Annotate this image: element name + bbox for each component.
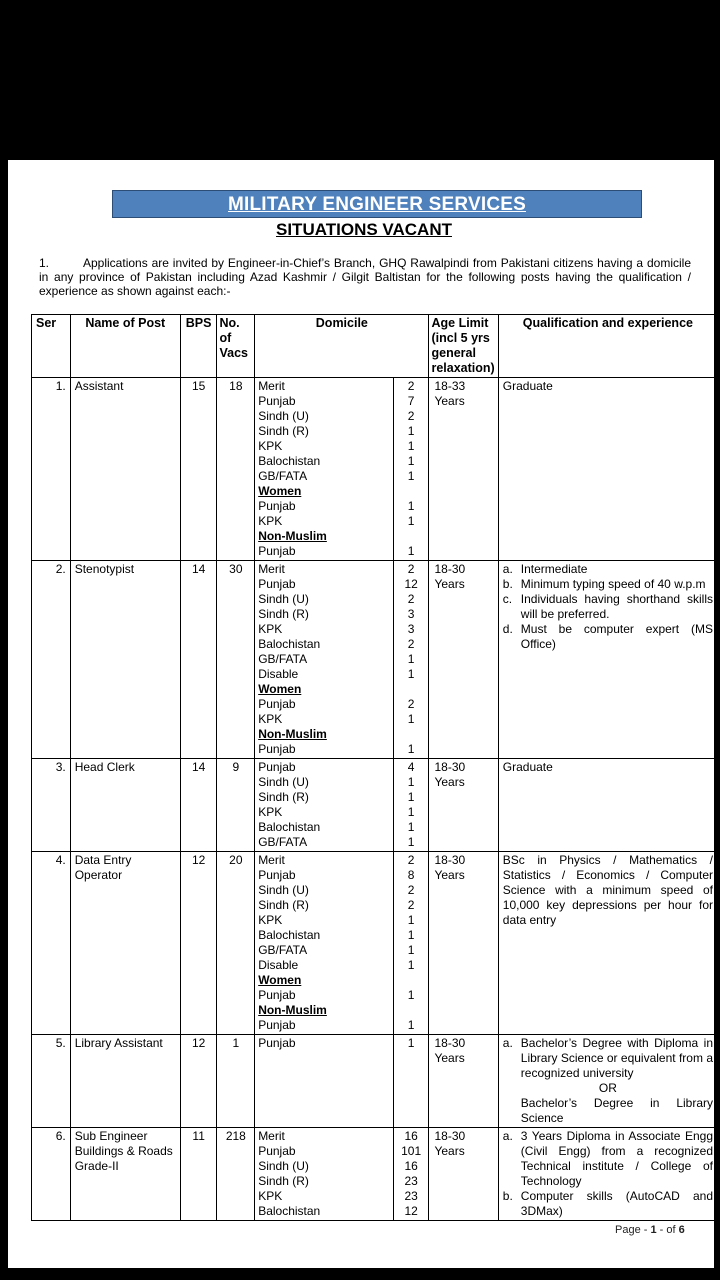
qualification-text: Bachelor’s Degree with Diploma in Library Science or equivalent from a recognized university bbox=[520, 1036, 713, 1080]
vacancies-cell: 9 bbox=[217, 759, 255, 852]
qualification-letter: a. bbox=[502, 1036, 513, 1050]
age-limit-cell: 18-30 Years bbox=[429, 1035, 498, 1128]
domicile-item: Sindh (R) bbox=[258, 607, 309, 621]
document-title: MILITARY ENGINEER SERVICES bbox=[228, 194, 526, 215]
col-header-qualification: Qualification and experience bbox=[498, 315, 717, 378]
domicile-count: 1 bbox=[407, 469, 415, 483]
age-limit-cell: 18-30 Years bbox=[429, 852, 498, 1035]
qualification-text: OR bbox=[598, 1081, 617, 1095]
domicile-count: 3 bbox=[407, 622, 415, 636]
total-pages: 6 bbox=[678, 1224, 685, 1236]
domicile-item: Punjab bbox=[258, 1018, 296, 1032]
domicile-item: Punjab bbox=[258, 1144, 296, 1158]
domicile-category: Women bbox=[258, 973, 302, 987]
domicile-count: 2 bbox=[407, 853, 415, 867]
table-row bbox=[32, 561, 718, 759]
domicile-count: 1 bbox=[407, 835, 415, 849]
ser-cell: 1. bbox=[32, 378, 71, 561]
domicile-item: GB/FATA bbox=[258, 943, 308, 957]
qualification-text: Intermediate bbox=[520, 562, 588, 576]
table-row bbox=[32, 1035, 718, 1128]
domicile-item: Sindh (R) bbox=[258, 1174, 309, 1188]
ser-cell: 2. bbox=[32, 561, 71, 759]
domicile-item: Sindh (R) bbox=[258, 790, 309, 804]
domicile-item: KPK bbox=[258, 712, 283, 726]
domicile-count: 1 bbox=[407, 514, 415, 528]
post-name-cell: Library Assistant bbox=[70, 1035, 180, 1128]
qualification-text: Computer skills (AutoCAD and 3DMax) bbox=[520, 1189, 713, 1218]
domicile-item: GB/FATA bbox=[258, 652, 308, 666]
domicile-item: Merit bbox=[258, 562, 285, 576]
domicile-count: 101 bbox=[401, 1144, 422, 1158]
qualification-text: Minimum typing speed of 40 w.p.m bbox=[520, 577, 706, 591]
qualification-text: Must be computer expert (MS Office) bbox=[520, 622, 713, 651]
ser-cell: 5. bbox=[32, 1035, 71, 1128]
domicile-count: 1 bbox=[407, 805, 415, 819]
domicile-count: 1 bbox=[407, 820, 415, 834]
col-header-name: Name of Post bbox=[70, 315, 180, 378]
domicile-count: 2 bbox=[407, 883, 415, 897]
qualification-cell bbox=[498, 1128, 717, 1221]
domicile-category: Women bbox=[258, 484, 302, 498]
qualification-text: Graduate bbox=[502, 379, 553, 393]
qualification-letter: a. bbox=[502, 1129, 513, 1143]
qualification-item bbox=[503, 592, 713, 622]
domicile-count: 1 bbox=[407, 1036, 415, 1050]
domicile-category: Non-Muslim bbox=[258, 727, 327, 741]
domicile-count: 1 bbox=[407, 454, 415, 468]
domicile-item: Punjab bbox=[258, 988, 296, 1002]
domicile-count-cell bbox=[393, 759, 429, 852]
domicile-count: 23 bbox=[404, 1174, 418, 1188]
domicile-item: Punjab bbox=[258, 577, 296, 591]
age-limit-cell: 18-30 Years bbox=[429, 759, 498, 852]
vacancies-cell: 18 bbox=[217, 378, 255, 561]
intro-paragraph bbox=[39, 256, 691, 298]
table-header-row bbox=[32, 315, 718, 378]
ser-cell: 4. bbox=[32, 852, 71, 1035]
bps-cell: 14 bbox=[180, 759, 217, 852]
domicile-item: KPK bbox=[258, 439, 283, 453]
qualification-cell bbox=[498, 378, 717, 561]
bps-cell: 11 bbox=[180, 1128, 217, 1221]
bps-cell: 14 bbox=[180, 561, 217, 759]
domicile-count: 4 bbox=[407, 760, 415, 774]
bps-cell: 12 bbox=[180, 1035, 217, 1128]
domicile-count: 1 bbox=[407, 652, 415, 666]
ser-cell: 3. bbox=[32, 759, 71, 852]
qualification-letter: b. bbox=[502, 1189, 513, 1203]
domicile-count: 23 bbox=[404, 1189, 418, 1203]
qualification-item bbox=[503, 1129, 713, 1189]
col-header-vacs: No. of Vacs bbox=[217, 315, 255, 378]
domicile-count bbox=[395, 973, 428, 988]
domicile-count bbox=[395, 727, 428, 742]
document-page bbox=[8, 160, 714, 1268]
domicile-count: 2 bbox=[407, 379, 415, 393]
domicile-count: 1 bbox=[407, 913, 415, 927]
domicile-count: 1 bbox=[407, 742, 415, 756]
vacancy-table bbox=[31, 314, 718, 1221]
bps-cell: 15 bbox=[180, 378, 217, 561]
qualification-text: 3 Years Diploma in Associate Engg (Civil Engg) from a recognized Technical institute / College of Technology bbox=[520, 1129, 713, 1188]
intro-number: 1. bbox=[39, 256, 50, 270]
qualification-cell bbox=[498, 759, 717, 852]
domicile-item: Sindh (U) bbox=[258, 883, 309, 897]
domicile-count bbox=[395, 484, 428, 499]
col-header-ser: Ser bbox=[32, 315, 71, 378]
domicile-item: Sindh (U) bbox=[258, 775, 309, 789]
domicile-item: Balochistan bbox=[258, 454, 321, 468]
domicile-count: 2 bbox=[407, 637, 415, 651]
qualification-item bbox=[503, 622, 713, 652]
domicile-item: Disable bbox=[258, 667, 299, 681]
domicile-item: Merit bbox=[258, 1129, 285, 1143]
post-name-cell: Data Entry Operator bbox=[70, 852, 180, 1035]
domicile-category: Women bbox=[258, 682, 302, 696]
domicile-count: 1 bbox=[407, 424, 415, 438]
domicile-count: 2 bbox=[407, 898, 415, 912]
domicile-cell bbox=[255, 759, 394, 852]
domicile-item: KPK bbox=[258, 805, 283, 819]
domicile-item: Sindh (U) bbox=[258, 409, 309, 423]
domicile-item: Merit bbox=[258, 379, 285, 393]
domicile-item: Punjab bbox=[258, 760, 296, 774]
qualification-cell bbox=[498, 852, 717, 1035]
post-name-cell: Head Clerk bbox=[70, 759, 180, 852]
domicile-count bbox=[395, 1003, 428, 1018]
post-name-cell: Sub Engineer Buildings & Roads Grade-II bbox=[70, 1128, 180, 1221]
post-name-cell: Stenotypist bbox=[70, 561, 180, 759]
vacancies-cell: 218 bbox=[217, 1128, 255, 1221]
domicile-cell bbox=[255, 852, 394, 1035]
domicile-item: Balochistan bbox=[258, 1204, 321, 1218]
table-body bbox=[32, 378, 718, 1221]
domicile-count-cell bbox=[393, 1035, 429, 1128]
domicile-item: GB/FATA bbox=[258, 469, 308, 483]
table-row bbox=[32, 759, 718, 852]
domicile-category: Non-Muslim bbox=[258, 529, 327, 543]
domicile-count: 1 bbox=[407, 988, 415, 1002]
domicile-item: Balochistan bbox=[258, 820, 321, 834]
domicile-item: GB/FATA bbox=[258, 835, 308, 849]
table-row bbox=[32, 378, 718, 561]
domicile-count: 1 bbox=[407, 928, 415, 942]
domicile-item: Punjab bbox=[258, 394, 296, 408]
domicile-count: 1 bbox=[407, 439, 415, 453]
qualification-text: Graduate bbox=[502, 760, 553, 774]
domicile-item: Punjab bbox=[258, 1036, 296, 1050]
domicile-cell bbox=[255, 1128, 394, 1221]
qualification-letter: b. bbox=[502, 577, 513, 591]
domicile-cell bbox=[255, 561, 394, 759]
domicile-item: Disable bbox=[258, 958, 299, 972]
domicile-count bbox=[395, 682, 428, 697]
qualification-text: Individuals having shorthand skills will be preferred. bbox=[520, 592, 713, 621]
domicile-count: 1 bbox=[407, 958, 415, 972]
domicile-item: Merit bbox=[258, 853, 285, 867]
domicile-cell bbox=[255, 378, 394, 561]
col-header-age: Age Limit (incl 5 yrs general relaxation) bbox=[429, 315, 498, 378]
domicile-item: KPK bbox=[258, 622, 283, 636]
domicile-item: Punjab bbox=[258, 742, 296, 756]
table-row bbox=[32, 1128, 718, 1221]
vacancies-cell: 20 bbox=[217, 852, 255, 1035]
vacancies-cell: 30 bbox=[217, 561, 255, 759]
domicile-item: Punjab bbox=[258, 544, 296, 558]
domicile-cell bbox=[255, 1035, 394, 1128]
domicile-count: 2 bbox=[407, 409, 415, 423]
ser-cell: 6. bbox=[32, 1128, 71, 1221]
title-banner bbox=[112, 190, 642, 218]
col-header-bps: BPS bbox=[180, 315, 217, 378]
domicile-item: Sindh (R) bbox=[258, 424, 309, 438]
qualification-cell bbox=[498, 1035, 717, 1128]
table-row bbox=[32, 852, 718, 1035]
qualification-cell bbox=[498, 561, 717, 759]
domicile-count: 7 bbox=[407, 394, 415, 408]
qualification-text: BSc in Physics / Mathematics / Statistics / Economics / Computer Science with a minimum speed of 10,000 key depressions per hour for data entry bbox=[502, 853, 713, 927]
domicile-item: Punjab bbox=[258, 868, 296, 882]
page-number: Page - 1 - of 6 bbox=[615, 1224, 685, 1236]
domicile-count-cell bbox=[393, 561, 429, 759]
document-subtitle: SITUATIONS VACANT bbox=[276, 220, 452, 239]
qualification-text: Bachelor’s Degree in Library Science bbox=[520, 1096, 713, 1125]
domicile-item: KPK bbox=[258, 913, 283, 927]
domicile-count: 1 bbox=[407, 712, 415, 726]
bps-cell: 12 bbox=[180, 852, 217, 1035]
domicile-item: Balochistan bbox=[258, 637, 321, 651]
domicile-item: Punjab bbox=[258, 499, 296, 513]
post-name-cell: Assistant bbox=[70, 378, 180, 561]
domicile-item: Balochistan bbox=[258, 928, 321, 942]
domicile-count bbox=[395, 529, 428, 544]
domicile-count: 1 bbox=[407, 943, 415, 957]
qualification-letter: c. bbox=[502, 592, 513, 606]
domicile-count: 1 bbox=[407, 790, 415, 804]
domicile-count: 1 bbox=[407, 1018, 415, 1032]
domicile-count: 12 bbox=[404, 1204, 418, 1218]
qualification-item bbox=[503, 562, 713, 577]
domicile-count: 2 bbox=[407, 592, 415, 606]
domicile-count-cell bbox=[393, 852, 429, 1035]
domicile-item: KPK bbox=[258, 514, 283, 528]
domicile-item: KPK bbox=[258, 1189, 283, 1203]
domicile-item: Sindh (U) bbox=[258, 1159, 309, 1173]
intro-text: Applications are invited by Engineer-in-Chief’s Branch, GHQ Rawalpindi from Pakistani citizens having a domicile in any province of Pakistan including Azad Kashmir / Gilgit Baltistan for the following posts having the qualification / experience as shown against each:- bbox=[39, 256, 691, 298]
domicile-item: Sindh (R) bbox=[258, 898, 309, 912]
domicile-count: 16 bbox=[404, 1159, 418, 1173]
domicile-count: 1 bbox=[407, 775, 415, 789]
domicile-count: 1 bbox=[407, 499, 415, 513]
qualification-letter: d. bbox=[502, 622, 513, 636]
domicile-count: 16 bbox=[404, 1129, 418, 1143]
domicile-category: Non-Muslim bbox=[258, 1003, 327, 1017]
domicile-count: 2 bbox=[407, 562, 415, 576]
qualification-item bbox=[503, 577, 713, 592]
qualification-item bbox=[503, 1036, 713, 1081]
age-limit-cell: 18-30 Years bbox=[429, 561, 498, 759]
domicile-count: 1 bbox=[407, 544, 415, 558]
domicile-count-cell bbox=[393, 1128, 429, 1221]
qualification-letter: a. bbox=[502, 562, 513, 576]
current-page: 1 bbox=[650, 1224, 657, 1236]
col-header-domicile: Domicile bbox=[255, 315, 429, 378]
domicile-count: 2 bbox=[407, 697, 415, 711]
vacancies-cell: 1 bbox=[217, 1035, 255, 1128]
domicile-count-cell bbox=[393, 378, 429, 561]
domicile-item: Punjab bbox=[258, 697, 296, 711]
domicile-count: 1 bbox=[407, 667, 415, 681]
domicile-count: 12 bbox=[404, 577, 418, 591]
domicile-item: Sindh (U) bbox=[258, 592, 309, 606]
domicile-count: 3 bbox=[407, 607, 415, 621]
age-limit-cell: 18-30 Years bbox=[429, 1128, 498, 1221]
domicile-count: 8 bbox=[407, 868, 415, 882]
age-limit-cell: 18-33 Years bbox=[429, 378, 498, 561]
qualification-item bbox=[503, 1189, 713, 1219]
